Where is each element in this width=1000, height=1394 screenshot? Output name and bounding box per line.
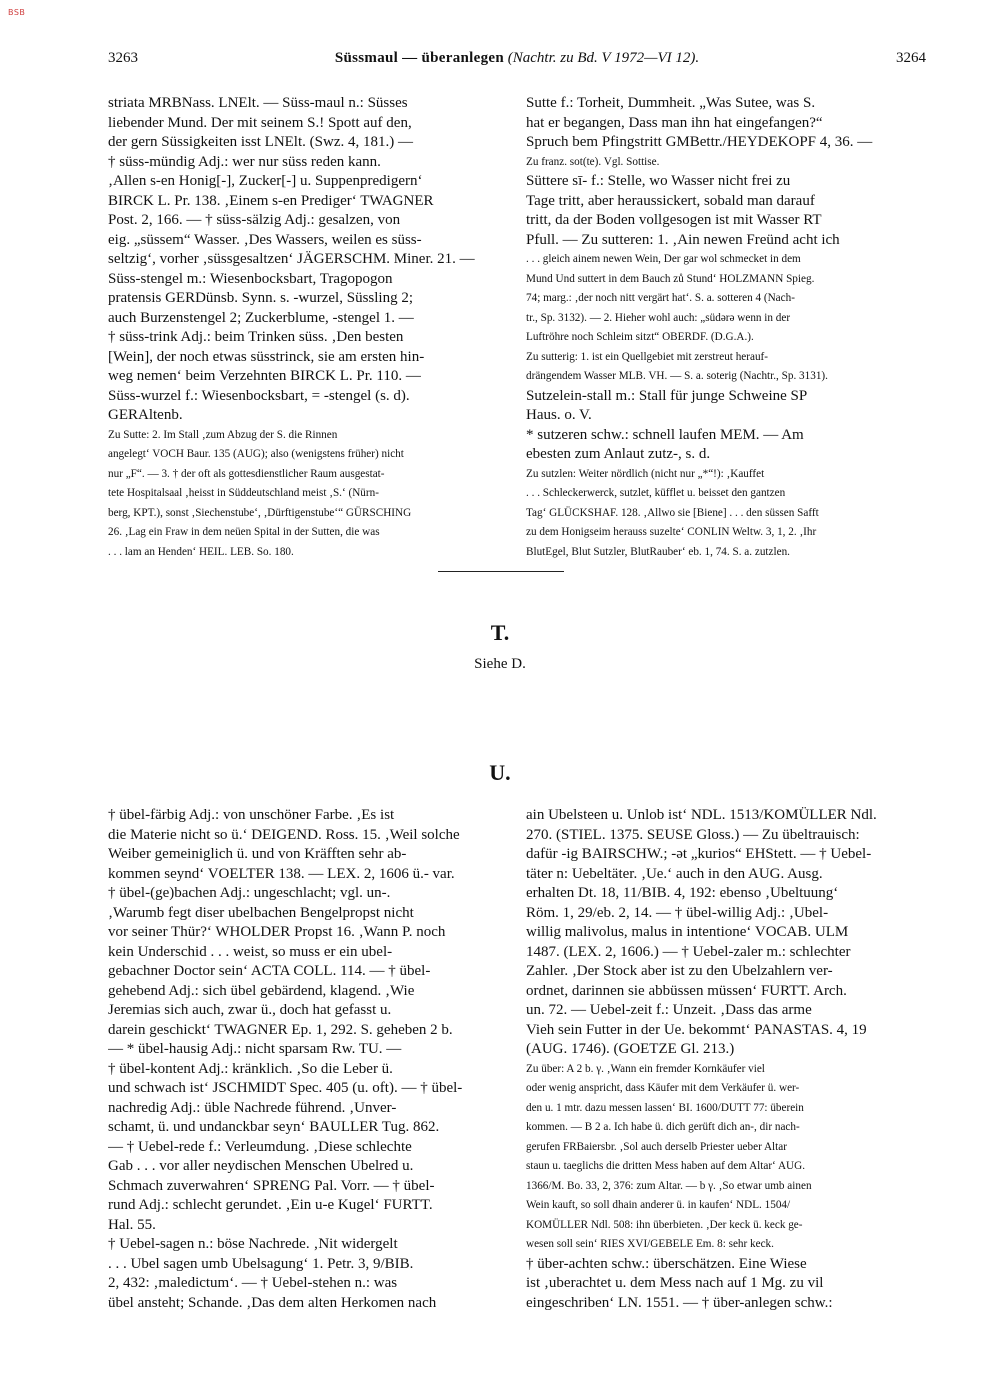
text-line: ist ‚uberachtet u. dem Mess nach auf 1 Mg. zu vil [526,1275,824,1291]
text-line: eingeschriben‘ LN. 1551. — † über-anlegen schw.: [526,1294,833,1311]
text-line: Post. 2, 166. — † süss-sälzig Adj.: gesalzen, von [108,212,401,228]
text-line: ‚Warumb fegt diser ubelbachen Bengelpropst nicht [108,904,414,921]
text-line: Mund Und suttert in dem Bauch zů Stund‘ HOLZMANN Spieg. [526,272,815,285]
text-line: Pfull. — Zu sutteren: 1. ‚Ain newen Freünd acht ich [526,231,840,248]
text-line: pratensis GERDünsb. Synn. s. -wurzel, Süssling 2; [108,290,413,306]
text-line: willig malivolus, malus in intentione‘ VOCAB. ULM [526,924,849,940]
text-line: Hal. 55. [108,1216,156,1233]
text-line: vor seiner Thür?‘ WHOLDER Propst 16. ‚Wann P. noch [108,924,446,940]
section-note-t: Siehe D. [474,656,526,672]
text-line: Tage tritt, aber heraussickert, sobald man darauf [526,192,815,209]
text-line: — * übel-hausig Adj.: nicht sparsam Rw. TU. — [108,1041,402,1057]
text-line: oder wenig anspricht, dass Käufer mit dem Verkäufer ü. wer- [526,1082,800,1094]
text-line: 74; marg.: ‚der noch nitt vergärt hat‘. S. a. sotteren 4 (Nach- [526,292,795,304]
text-line: 2, 432: ‚maledictum‘. — † Uebel-stehen n.: was [108,1275,398,1291]
text-line: Zu Sutte: 2. Im Stall ‚zum Abzug der S. die Rinnen [108,428,338,441]
text-line: ‚Allen s-en Honig[-], Zucker[-] u. Suppenpredigern‘ [108,173,423,189]
text-line: 26. ‚Lag ein Fraw in dem neüen Spital in der Sutten, die was [108,526,380,538]
text-line: gehebend Adj.: sich übel gebärdend, klagend. ‚Wie [108,982,415,999]
text-line: † übel-kontent Adj.: kränklich. ‚So die Leber ü. [108,1060,393,1077]
running-title [108,50,926,67]
column-left-bottom [108,806,512,1313]
text-line: schamt, ü. und undanckbar seyn‘ BAULLER Tug. 862. [108,1119,440,1135]
column-right-top [526,94,926,562]
text-line: Süss-stengel m.: Wiesenbocksbart, Tragopogon [108,270,393,287]
text-line: Zahler. ‚Der Stock aber ist zu den Ubelzahlern ver- [526,963,833,979]
text-line: kommen seynd‘ VOELTER 138. — LEX. 2, 1606 ü.- var. [108,865,455,882]
text-line: Tag‘ GLÜCKSHAF. 128. ‚Allwo sie [Biene] . . . den süssen Safft [526,506,819,519]
running-title-headwords: Süssmaul — überanlegen [334,50,504,66]
page-number-right: 3264 [896,50,926,66]
text-line: 1366/M. Bo. 33, 2, 376: zum Altar. — b γ. ‚So etwar umb ainen [526,1179,812,1192]
text-line: kommen. — B 2 a. Ich habe ü. dich gerüft dich an-, dir nach- [526,1121,800,1133]
text-line: Jeremias sich auch, zwar ü., doch hat gefasst u. [108,1002,392,1018]
section-letter-u: U. [489,760,511,785]
text-line: un. 72. — Uebel-zeit f.: Unzeit. ‚Dass das arme [526,1002,812,1018]
text-line: Gab . . . vor aller neydischen Menschen Ubelred u. [108,1158,414,1174]
text-line: ordnet, darinnen sie abbüssen müssen‘ FURTT. Arch. [526,982,847,999]
text-line: Vieh sein Futter in der Ue. bekommt‘ PANASTAS. 4, 19 [526,1021,867,1038]
text-line: nur „F“. — 3. † der oft als gottesdienstlicher Raum ausgestat- [108,467,385,480]
text-line: Zu über: A 2 b. γ. ‚Wann ein fremder Kornkäufer viel [526,1062,765,1075]
text-line: Schmach zuverwahren‘ SPRENG Pal. Vorr. — † übel- [108,1177,435,1194]
text-line: Luftröhre noch Schleim sitzt“ OBERDF. (D.G.A.). [526,331,754,343]
text-line: berg, KPT.), sonst ‚Siechenstube‘, ‚Dürftigenstube‘“ GÜRSCHING [108,506,412,519]
text-line: zu dem Honigseim herauss suzelte‘ CONLIN Weltw. 3, 1, 2. ‚Ihr [526,526,817,538]
text-line: übel ansteht; Schande. ‚Das dem alten Herkomen nach [108,1294,437,1311]
text-line: . . . Schleckerwerck, sutzlet, küfflet u. beisset den gantzen [526,487,786,499]
text-line: [Wein], der noch etwas süsstrinck, sie am ersten hin- [108,348,425,365]
text-line: Sutzelein-stall m.: Stall für junge Schweine SP [526,387,808,404]
text-line: . . . gleich ainem newen Wein, Der gar wol schmecket in dem [526,253,801,265]
text-line: dafür -ig BAIRSCHW.; -ət „kurios“ EHStett. — † Uebel- [526,846,872,862]
text-line: täter n: Uebeltäter. ‚Ue.‘ auch in den AUG. Ausg. [526,865,823,882]
text-line: auch Burzenstengel 2; Zuckerblume, -stengel 1. — [108,309,414,326]
text-line: tr., Sp. 3132). — 2. Hieher wohl auch: „südərə wenn in der [526,311,791,324]
text-line: rund Adj.: schlecht gerundet. ‚Ein u-e Kugel‘ FURTT. [108,1197,433,1213]
text-line: der gern Süssigkeiten isst LNElt. (Swz. 4, 181.) — [108,134,413,150]
text-line: darein geschickt‘ TWAGNER Ep. 1, 292. S. geheben 2 b. [108,1021,453,1038]
text-line: Zu franz. sot(te). Vgl. Sottise. [526,155,660,168]
column-right-bottom [526,806,926,1313]
text-line: tete Hospitalsaal ‚heisst in Süddeutschland meist ‚S.‘ (Nürn- [108,487,379,499]
page-header [108,50,926,74]
text-line: BIRCK L. Pr. 138. ‚Einem s-en Prediger‘ TWAGNER [108,192,434,209]
text-line: nachredig Adj.: üble Nachrede führend. ‚Unver- [108,1099,397,1116]
text-line: Süss-wurzel f.: Wiesenbocksbart, = -stengel (s. d). [108,387,410,404]
section-divider [438,571,564,572]
text-line: Zu sutzlen: Weiter nördlich (nicht nur „*“!): ‚Kauffet [526,467,765,480]
text-line: eig. „süssem“ Wasser. ‚Des Wassers, weilen es süss- [108,231,422,248]
text-line: * sutzeren schw.: schnell laufen MEM. — Am [526,426,804,443]
text-line: striata MRBNass. LNElt. — Süss-maul n.: Süsses [108,95,408,111]
text-line: . . . Ubel sagen umb Ubelsagung‘ 1. Petr. 3, 9/BIB. [108,1255,414,1272]
text-line: † süss-mündig Adj.: wer nur süss reden kann. [108,153,381,170]
text-line: 270. (STIEL. 1375. SEUSE Gloss.) — Zu übeltrauisch: [526,826,860,843]
running-title-note: (Nachtr. zu Bd. V 1972—VI 12). [507,50,700,66]
text-line: Röm. 1, 29/eb. 2, 14. — † übel-willig Adj.: ‚Ubel- [526,904,829,921]
text-line: tritt, da der Boden vollgesogen ist mit Wasser RT [526,212,822,228]
section-letter-t: T. [490,620,510,645]
text-line: gerufen FRBaiersbr. ‚Sol auch derselb Priester ueber Altar [526,1140,787,1153]
text-line: Süttere sī- f.: Stelle, wo Wasser nicht frei zu [526,173,791,189]
text-line: 1487. (LEX. 2, 1606.) — † Uebel-zaler m.: schlechter [526,943,851,960]
text-line: drängendem Wasser MLB. VH. — S. a. soterig (Nachtr., Sp. 3131). [526,370,828,382]
text-line: Spruch bem Pfingstritt GMBettr./HEYDEKOPF 4, 36. — [526,134,873,150]
text-line: Sutte f.: Torheit, Dummheit. „Was Sutee, was S. [526,95,816,111]
text-line: BlutEgel, Blut Sutzler, BlutRauber‘ eb. 1, 74. S. a. zutzlen. [526,545,790,558]
text-line: Weiber gemeiniglich ü. und von Kräfften sehr ab- [108,846,407,862]
text-line: gebachner Doctor sein‘ ACTA COLL. 114. — † übel- [108,963,431,979]
text-line: † übel-färbig Adj.: von unschöner Farbe. ‚Es ist [108,807,395,823]
text-line: KOMÜLLER Ndl. 508: ihn überbieten. ‚Der keck ü. keck ge- [526,1218,803,1231]
text-line: seltzig‘, vorher ‚süssgesaltzen‘ JÄGERSCHM. Miner. 21. — [108,251,475,267]
text-line: Zu sutterig: 1. ist ein Quellgebiet mit zerstreut herauf- [526,350,769,363]
text-line: die Materie nicht so ü.‘ DEIGEND. Ross. 15. ‚Weil solche [108,826,460,843]
text-line: † süss-trink Adj.: beim Trinken süss. ‚Den besten [108,329,404,345]
text-line: (AUG. 1746). (GOETZE Gl. 213.) [526,1041,735,1057]
text-line: kein Underschid . . . weist, so muss er ein ubel- [108,943,393,960]
text-line: ebesten zum Anlaut zutz-, s. d. [526,446,711,462]
text-line: weg nemen‘ beim Verzehnten BIRCK L. Pr. 110. — [108,368,421,384]
text-line: hat er begangen, Dass man ihn hat eingefangen?“ [526,114,823,131]
page-number-left: 3263 [108,50,138,66]
text-line: Wein kauft, so soll dhain anderer ü. in kaufen‘ NDL. 1504/ [526,1199,791,1211]
text-line: Haus. o. V. [526,407,592,423]
text-line: † Uebel-sagen n.: böse Nachrede. ‚Nit widergelt [108,1236,398,1252]
text-line: GERAltenb. [108,407,183,423]
text-line: — † Uebel-rede f.: Verleumdung. ‚Diese schlechte [108,1138,412,1155]
text-line: wesen soll sein‘ RIES XVI/GEBELE Em. 8: sehr keck. [526,1238,774,1250]
text-line: † übel-(ge)bachen Adj.: ungeschlacht; vgl. un-. [108,885,391,901]
column-left-top [108,94,512,562]
text-line: angelegt‘ VOCH Baur. 135 (AUG); also (wenigstens früher) nicht [108,448,404,460]
text-line: . . . lam an Henden‘ HEIL. LEB. So. 180. [108,545,294,558]
text-line: erhalten Dt. 18, 11/BIB. 4, 192: ebenso ‚Ubeltuung‘ [526,885,839,901]
text-line: liebender Mund. Der mit seinem S.! Spott auf den, [108,114,412,131]
text-line: und schwach ist‘ JSCHMIDT Spec. 405 (u. oft). — † übel- [108,1080,463,1096]
text-line: staun u. taeglichs die dritten Mess haben auf dem Altar‘ AUG. [526,1160,805,1172]
text-line: den u. 1 mtr. dazu messen lassen‘ BI. 1600/DUTT 77: überein [526,1101,804,1114]
library-stamp: BSB [8,8,26,17]
text-line: ain Ubelsteen u. Unlob ist‘ NDL. 1513/KOMÜLLER Ndl. [526,807,877,823]
text-line: † über-achten schw.: überschätzen. Eine Wiese [526,1255,807,1272]
